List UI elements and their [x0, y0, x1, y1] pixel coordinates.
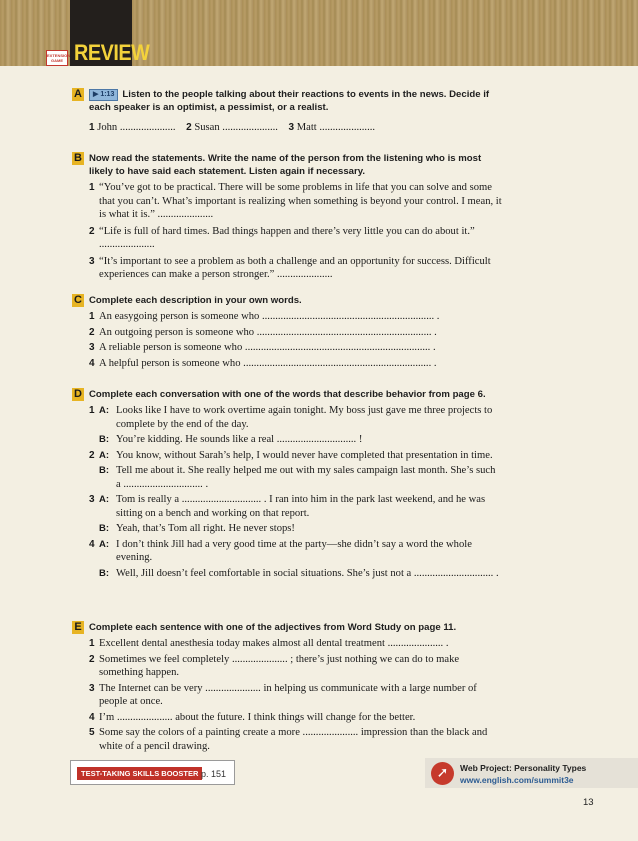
section-letter: B	[72, 152, 84, 165]
audio-track-button[interactable]: ▶ 1:13	[89, 89, 118, 101]
list-item[interactable]: 2 An outgoing person is someone who .................................................................. .	[89, 326, 437, 338]
section-instruction: Complete each conversation with one of the words that describe behavior from page 6.	[89, 389, 486, 400]
conversation-line[interactable]: B: Yeah, that’s Tom all right. He never stops!	[99, 523, 295, 534]
list-item[interactable]: 3 “It’s important to see a problem as both a challenge and an opportunity for success. Difficult experiences can make a person stronger.” .....................	[89, 255, 491, 280]
conversation-line[interactable]: B: You’re kidding. He sounds like a real .............................. !	[99, 434, 363, 445]
list-item[interactable]: 1 Excellent dental anesthesia today makes almost all dental treatment ..................... .	[89, 638, 449, 649]
test-taking-skills-booster[interactable]	[70, 760, 235, 785]
section-instruction: Complete each description in your own words.	[89, 295, 302, 306]
conversation-line[interactable]: 1 A: Looks like I have to work overtime again tonight. My boss just gave me three projects to complete by the end of the day.	[89, 405, 493, 430]
conversation-line[interactable]: B: Tell me about it. She really helped me out with my sales campaign last month. She’s such a .............................. .	[99, 465, 496, 490]
web-project-link[interactable]	[425, 758, 638, 788]
conversation-line[interactable]: 2 A: You know, without Sarah’s help, I would never have completed that presentation in time.	[89, 449, 493, 461]
answer-blank[interactable]: .....................	[319, 122, 376, 133]
list-item[interactable]: 4 I’m ..................... about the future. I think things will change for the better.	[89, 711, 416, 723]
booster-page-ref: p. 151	[201, 769, 227, 779]
list-item[interactable]: 4 A helpful person is someone who ....................................................................... .	[89, 357, 437, 369]
section-letter: E	[72, 621, 84, 634]
web-project-title: Web Project: Personality Types	[460, 763, 587, 773]
section-c	[72, 294, 502, 370]
list-item[interactable]: 3 A reliable person is someone who ...................................................................... .	[89, 342, 436, 353]
section-instruction: Now read the statements. Write the name of the person from the listening who is most likely to have said each statement. Listen again if necessary.	[89, 153, 482, 177]
section-instruction: ▶ 1:13 Listen to the people talking about their reactions to events in the news. Decide if each speaker is an optimist, a pessimist, or a realist.	[89, 89, 490, 113]
section-e	[72, 621, 502, 753]
list-item[interactable]: 5 Some say the colors of a painting create a more ..................... impression than the black and white of a pencil drawing.	[89, 727, 488, 752]
answer-blank[interactable]: .....................	[222, 122, 278, 133]
section-b	[72, 152, 502, 282]
section-d	[72, 388, 502, 580]
cursor-arrow-icon: ➚	[431, 762, 454, 785]
list-item[interactable]: 1 An easygoing person is someone who ................................................................. .	[89, 311, 440, 322]
conversation-line[interactable]: B: Well, Jill doesn’t feel comfortable in social situations. She’s just not a .............................. .	[99, 567, 499, 579]
section-instruction: Complete each sentence with one of the adjectives from Word Study on page 11.	[89, 622, 457, 633]
answer-row: 1 John ..................... 2 Susan ..................... 3 Matt .....................	[89, 122, 376, 133]
web-project-url[interactable]: www.english.com/summit3e	[460, 775, 574, 785]
section-letter: A	[72, 88, 84, 101]
extension-game-badge[interactable]: EXTENSION GAME	[46, 50, 68, 66]
section-letter: D	[72, 388, 84, 401]
section-letter: C	[72, 294, 84, 307]
booster-label: TEST-TAKING SKILLS BOOSTER	[77, 767, 202, 780]
list-item[interactable]: 2 “Life is full of hard times. Bad things happen and there’s very little you can do about it.” .....................	[89, 225, 475, 250]
conversation-line[interactable]: 3 A: Tom is really a .............................. . I ran into him in the park last weekend, and he was sitting on a bench and working on that report.	[89, 494, 486, 519]
list-item[interactable]: 2 Sometimes we feel completely ..................... ; there’s just nothing we can do to make something happen.	[89, 653, 460, 678]
section-a	[72, 88, 502, 135]
list-item[interactable]: 1 “You’ve got to be practical. There will be some problems in life that you can solve and some that you can’t. What’s important is realizing when something is beyond your control. I mean, it is what it is.” .....................	[89, 182, 502, 220]
answer-blank[interactable]: .....................	[119, 122, 176, 133]
list-item[interactable]: 3 The Internet can be very ..................... in helping us communicate with a large number of people at once.	[89, 682, 477, 707]
conversation-line[interactable]: 4 A: I don’t think Jill had a very good time at the party—she didn’t say a word the whole evening.	[89, 538, 472, 563]
page-number: 13	[583, 797, 594, 808]
page-title: REVIEW	[74, 40, 150, 65]
